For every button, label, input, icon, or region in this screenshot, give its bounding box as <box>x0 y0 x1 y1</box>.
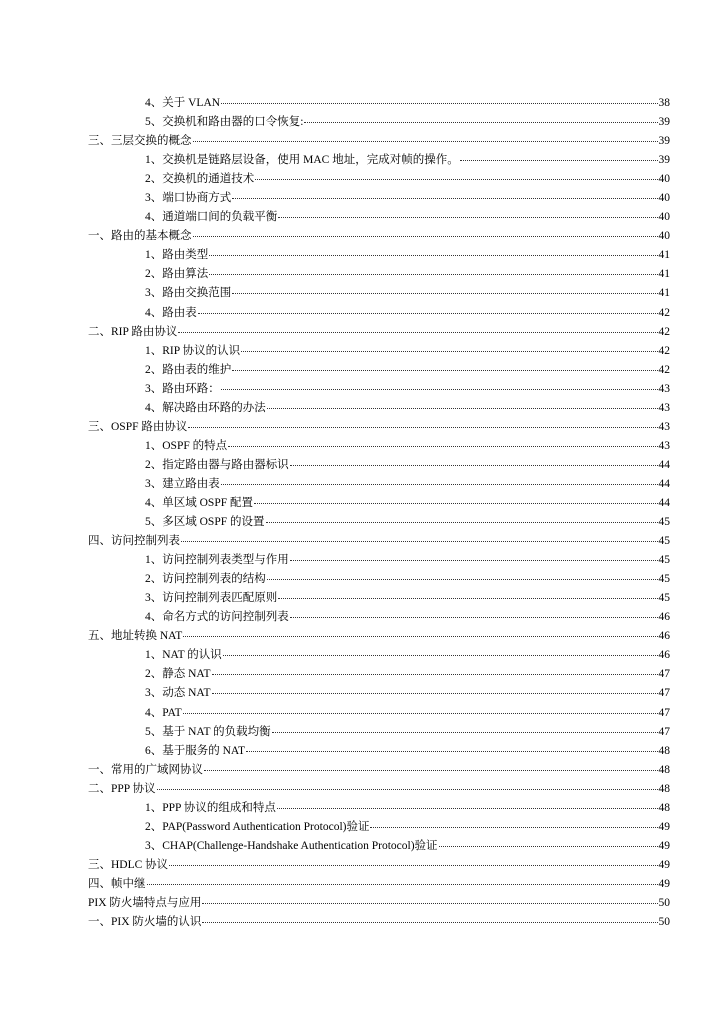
toc-entry-title: 4、路由表 <box>145 306 197 319</box>
toc-entry[interactable] <box>88 151 670 170</box>
toc-dot-leader <box>183 635 657 637</box>
toc-entry-title: 4、关于 VLAN <box>145 97 221 109</box>
toc-dot-leader <box>212 692 658 694</box>
toc-entry[interactable] <box>88 532 670 551</box>
toc-entry[interactable] <box>88 494 670 513</box>
toc-entry-title: 一、PIX 防火墙的认识 <box>88 916 202 929</box>
toc-entry[interactable] <box>88 399 670 418</box>
toc-entry[interactable] <box>88 284 670 303</box>
toc-entry[interactable] <box>88 437 670 456</box>
toc-entry-title: 4、解决路由环路的办法 <box>145 401 266 414</box>
toc-entry-title: 3、建立路由表 <box>145 477 220 490</box>
toc-entry[interactable] <box>88 323 670 342</box>
toc-entry-page-number: 42 <box>658 325 670 338</box>
toc-entry-title: 二、PPP 协议 <box>88 782 156 795</box>
toc-entry-title: 6、基于服务的 NAT <box>145 744 245 757</box>
toc-entry[interactable] <box>88 208 670 227</box>
toc-entry[interactable] <box>88 132 670 151</box>
toc-dot-leader <box>232 369 657 371</box>
toc-entry-page-number: 49 <box>658 839 670 852</box>
toc-dot-leader <box>181 540 658 542</box>
toc-entry-page-number: 42 <box>658 363 670 376</box>
toc-entry-page-number: 39 <box>658 135 670 148</box>
toc-entry[interactable] <box>88 875 670 894</box>
toc-entry-page-number: 49 <box>658 877 670 890</box>
toc-dot-leader <box>221 388 658 390</box>
toc-entry[interactable] <box>88 608 670 627</box>
toc-entry-page-number: 45 <box>658 573 670 586</box>
toc-entry-title: 五、地址转换 NAT <box>88 630 183 643</box>
toc-entry-page-number: 39 <box>658 116 670 129</box>
toc-entry[interactable] <box>88 456 670 475</box>
toc-entry[interactable] <box>88 684 670 703</box>
toc-entry[interactable] <box>88 761 670 780</box>
toc-entry-page-number: 44 <box>658 458 670 471</box>
toc-entry-title: 一、常用的广域网协议 <box>88 763 203 776</box>
toc-dot-leader <box>202 921 657 923</box>
toc-entry-title: 3、端口协商方式 <box>145 192 232 205</box>
toc-entry[interactable] <box>88 380 670 399</box>
toc-entry-title: 1、OSPF 的特点 <box>145 439 228 452</box>
toc-entry-title: 2、路由表的维护 <box>145 363 232 376</box>
toc-dot-leader <box>147 883 658 885</box>
toc-entry[interactable] <box>88 837 670 856</box>
toc-entry-title: 1、RIP 协议的认识 <box>145 344 241 357</box>
toc-dot-leader <box>188 426 657 428</box>
toc-entry-title: 二、RIP 路由协议 <box>88 325 178 338</box>
toc-entry[interactable] <box>88 589 670 608</box>
toc-entry-title: 2、PAP(Password Authentication Protocol)验证 <box>145 820 370 833</box>
toc-entry[interactable] <box>88 304 670 323</box>
toc-entry-page-number: 44 <box>658 477 670 490</box>
toc-entry-title: 3、CHAP(Challenge-Handshake Authentication Protocol)验证 <box>145 839 438 852</box>
toc-entry[interactable] <box>88 551 670 570</box>
toc-dot-leader <box>178 331 657 333</box>
toc-entry[interactable] <box>88 704 670 723</box>
toc-entry-title: 一、路由的基本概念 <box>88 230 192 243</box>
toc-entry-title: 3、动态 NAT <box>145 687 211 700</box>
toc-dot-leader <box>198 312 658 314</box>
toc-entry-title: 2、交换机的通道技术 <box>145 173 255 186</box>
toc-dot-leader <box>246 750 658 752</box>
toc-dot-leader <box>290 559 658 561</box>
toc-entry[interactable] <box>88 818 670 837</box>
toc-entry-title: 3、访问控制列表匹配原则 <box>145 592 278 605</box>
toc-dot-leader <box>439 845 658 847</box>
toc-entry-page-number: 42 <box>658 306 670 319</box>
toc-entry[interactable] <box>88 665 670 684</box>
toc-entry-title: 1、交换机是链路层设备，使用 MAC 地址，完成对帧的操作。 <box>145 154 459 167</box>
toc-entry-page-number: 43 <box>658 439 670 452</box>
toc-entry-page-number: 48 <box>658 744 670 757</box>
toc-entry[interactable] <box>88 742 670 761</box>
toc-dot-leader <box>221 483 658 485</box>
toc-entry[interactable] <box>88 246 670 265</box>
toc-entry-page-number: 47 <box>658 668 670 681</box>
toc-entry-page-number: 47 <box>658 725 670 738</box>
toc-dot-leader <box>277 807 658 809</box>
toc-entry-title: 四、访问控制列表 <box>88 535 180 548</box>
toc-entry-page-number: 43 <box>658 401 670 414</box>
toc-dot-leader <box>278 597 657 599</box>
toc-entry-page-number: 41 <box>658 287 670 300</box>
toc-entry[interactable] <box>88 170 670 189</box>
toc-entry-page-number: 42 <box>658 344 670 357</box>
toc-dot-leader <box>193 140 658 142</box>
toc-entry-title: 三、三层交换的概念 <box>88 135 192 148</box>
toc-entry-page-number: 48 <box>658 801 670 814</box>
toc-dot-leader <box>169 864 657 866</box>
toc-dot-leader <box>290 464 658 466</box>
toc-entry-page-number: 41 <box>658 249 670 262</box>
toc-entry[interactable] <box>88 189 670 208</box>
toc-entry[interactable] <box>88 856 670 875</box>
toc-entry-page-number: 48 <box>658 763 670 776</box>
toc-entry[interactable] <box>88 361 670 380</box>
toc-entry-page-number: 49 <box>658 820 670 833</box>
toc-dot-leader <box>209 273 657 275</box>
toc-entry-page-number: 47 <box>658 706 670 719</box>
toc-entry[interactable] <box>88 113 670 132</box>
toc-entry-page-number: 46 <box>658 611 670 624</box>
toc-dot-leader <box>267 578 658 580</box>
toc-entry[interactable] <box>88 475 670 494</box>
toc-entry-page-number: 40 <box>658 192 670 205</box>
toc-entry-page-number: 43 <box>658 420 670 433</box>
toc-entry[interactable] <box>88 342 670 361</box>
toc-entry-page-number: 45 <box>658 592 670 605</box>
toc-entry-title: 5、多区域 OSPF 的设置 <box>145 516 265 529</box>
toc-entry-title: 3、路由环路： <box>145 382 220 395</box>
table-of-contents <box>88 94 670 932</box>
toc-dot-leader <box>460 159 658 161</box>
toc-dot-leader <box>278 216 657 218</box>
toc-entry-title: 1、路由类型 <box>145 249 209 262</box>
toc-entry-title: 4、PAT <box>145 706 182 719</box>
toc-entry-title: 3、路由交换范围 <box>145 287 232 300</box>
toc-entry-page-number: 50 <box>658 896 670 909</box>
toc-entry[interactable] <box>88 780 670 799</box>
toc-dot-leader <box>157 788 658 790</box>
toc-entry-title: 4、通道端口间的负载平衡 <box>145 211 278 224</box>
toc-dot-leader <box>266 521 658 523</box>
toc-entry-title: 四、帧中继 <box>88 877 146 890</box>
toc-entry-page-number: 40 <box>658 173 670 186</box>
toc-entry-page-number: 50 <box>658 916 670 929</box>
toc-dot-leader <box>254 502 658 504</box>
toc-dot-leader <box>209 254 657 256</box>
toc-dot-leader <box>232 292 657 294</box>
toc-entry[interactable] <box>88 799 670 818</box>
toc-entry[interactable] <box>88 94 670 113</box>
toc-entry-title: 4、单区域 OSPF 配置 <box>145 496 253 509</box>
toc-entry-title: 1、PPP 协议的组成和特点 <box>145 801 276 814</box>
toc-entry-title: 2、访问控制列表的结构 <box>145 573 266 586</box>
toc-entry-title: 三、HDLC 协议 <box>88 858 169 871</box>
toc-entry-page-number: 46 <box>658 630 670 643</box>
toc-entry-page-number: 40 <box>658 211 670 224</box>
toc-entry-title: 2、静态 NAT <box>145 668 211 681</box>
toc-entry-page-number: 45 <box>658 516 670 529</box>
toc-entry[interactable] <box>88 513 670 532</box>
toc-entry-title: 2、路由算法 <box>145 268 209 281</box>
toc-dot-leader <box>272 731 658 733</box>
toc-dot-leader <box>202 902 657 904</box>
toc-entry[interactable] <box>88 627 670 646</box>
toc-dot-leader <box>290 616 658 618</box>
toc-entry-page-number: 44 <box>658 496 670 509</box>
toc-entry-title: 2、指定路由器与路由器标识 <box>145 458 289 471</box>
toc-dot-leader <box>255 178 657 180</box>
toc-entry-page-number: 48 <box>658 782 670 795</box>
toc-entry-page-number: 38 <box>658 97 670 109</box>
toc-entry-title: 1、访问控制列表类型与作用 <box>145 554 289 567</box>
toc-entry-title: 三、OSPF 路由协议 <box>88 420 188 433</box>
toc-entry-title: PIX 防火墙特点与应用 <box>88 896 202 909</box>
toc-dot-leader <box>241 350 657 352</box>
toc-dot-leader <box>232 197 657 199</box>
toc-entry-page-number: 39 <box>658 154 670 167</box>
toc-entry-page-number: 46 <box>658 649 670 662</box>
toc-entry[interactable] <box>88 894 670 913</box>
toc-dot-leader <box>267 407 658 409</box>
toc-dot-leader <box>370 826 657 828</box>
toc-entry[interactable] <box>88 265 670 284</box>
toc-entry-page-number: 45 <box>658 554 670 567</box>
toc-entry-page-number: 43 <box>658 382 670 395</box>
toc-dot-leader <box>204 769 658 771</box>
toc-entry-page-number: 41 <box>658 268 670 281</box>
toc-dot-leader <box>228 445 657 447</box>
toc-entry-page-number: 40 <box>658 230 670 243</box>
toc-entry[interactable] <box>88 723 670 742</box>
toc-entry[interactable] <box>88 570 670 589</box>
toc-dot-leader <box>304 121 657 123</box>
toc-dot-leader <box>183 712 658 714</box>
toc-entry[interactable] <box>88 646 670 665</box>
toc-entry-page-number: 47 <box>658 687 670 700</box>
toc-entry[interactable] <box>88 227 670 246</box>
toc-entry[interactable] <box>88 913 670 932</box>
toc-entry-title: 5、交换机和路由器的口令恢复: <box>145 116 304 129</box>
toc-entry-title: 5、基于 NAT 的负载均衡 <box>145 725 271 738</box>
toc-entry-page-number: 45 <box>658 535 670 548</box>
toc-dot-leader <box>193 235 658 237</box>
toc-dot-leader <box>223 654 658 656</box>
toc-entry[interactable] <box>88 418 670 437</box>
toc-dot-leader <box>212 673 658 675</box>
toc-entry-title: 4、命名方式的访问控制列表 <box>145 611 289 624</box>
toc-entry-page-number: 49 <box>658 858 670 871</box>
toc-entry-title: 1、NAT 的认识 <box>145 649 222 662</box>
toc-dot-leader <box>221 102 657 104</box>
